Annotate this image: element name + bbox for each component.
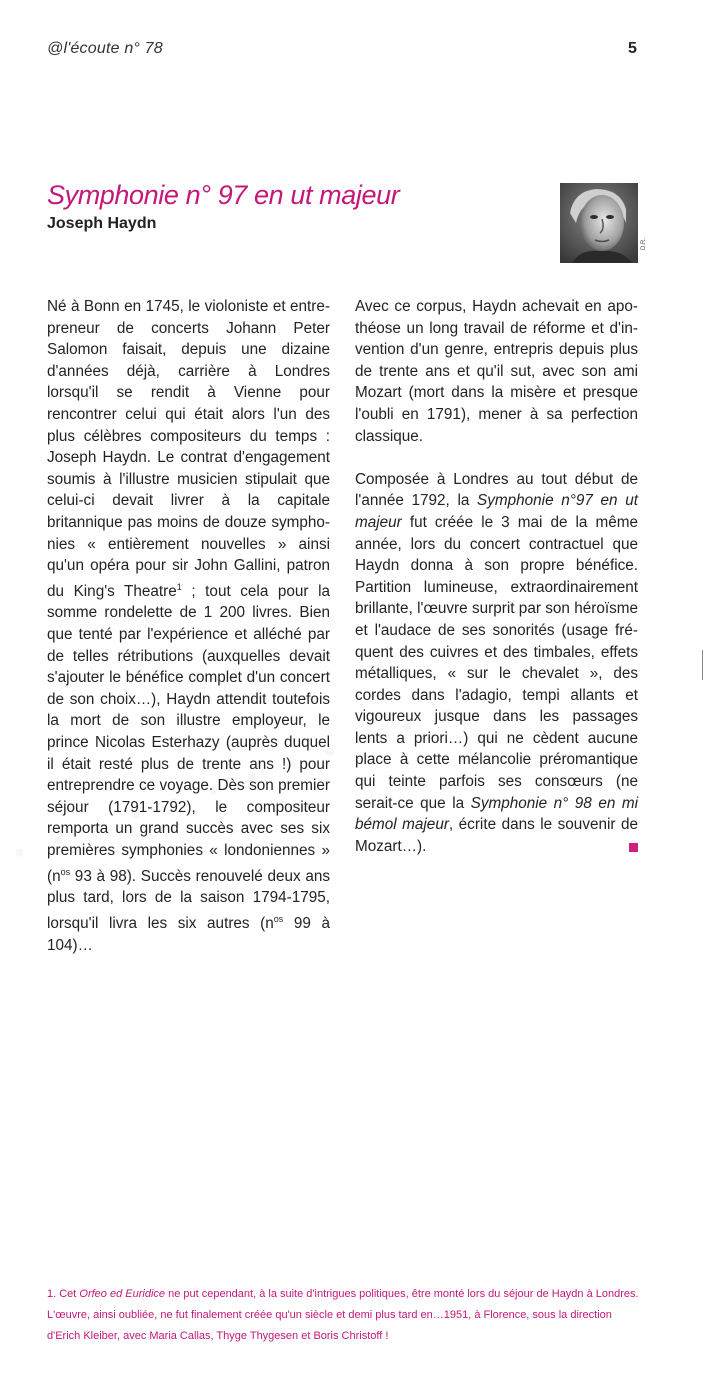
scan-mark bbox=[702, 650, 703, 680]
article-author: Joseph Haydn bbox=[47, 215, 157, 232]
running-title: @l'écoute n° 78 bbox=[47, 40, 163, 57]
text-run: 99 à 104)… bbox=[47, 914, 330, 954]
work-title: Symphonie n° 98 en mi bémol majeur bbox=[355, 794, 638, 834]
left-paragraph bbox=[47, 296, 330, 956]
right-column bbox=[355, 296, 638, 857]
footnote bbox=[47, 1284, 642, 1347]
text-run: , écrite dans le souvenir de Mozart…). bbox=[355, 816, 638, 855]
superscript: os bbox=[60, 866, 71, 877]
text-run: ; tout cela pour la somme rondelette de 1 200 livres. Bien que tenté par l'expérience et alléché par de telles rétributions (auxquelles devait s'ajouter le bénéfice complet d'un concert de son choix…), Haydn attendit toutefois la mort de son illustre employeur, le prince Nicolas Esterhazy (auprès duquel il était resté plus de trente ans !) pour entreprendre ce voyage. Dès son premier séjour (1791-1792), le compositeur remporta un grand succès avec ses six premières symphonies « londoniennes » (n bbox=[47, 582, 330, 885]
text-run: ne put cependant, à la suite d'intrigues politiques, être monté lors du séjour de Haydn à Londres. L'œuvre, ainsi oubliée, ne fut finalement créée qu'un siècle et demi plus tard en…1951, à Florence, sous la direction d'Erich Kleiber, avec Maria Callas, Thyge Thygesen et Boris Christoff ! bbox=[47, 1288, 639, 1342]
text-run: 93 à 98). Succès renouvelé deux ans plus tard, lors de la saison 1794-1795, lorsqu'il livra les six autres (n bbox=[47, 867, 330, 932]
composer-portrait bbox=[560, 183, 638, 263]
left-column bbox=[47, 296, 330, 956]
text-run: fut créée le 3 mai de la même année, lors du concert contractuel que Haydn donna à son propre bénéfice. Partition lumineuse, extraordinairement brillante, l'œuvre surprit par son héroïsme et l'audace de ses sonorités (usage fréquent des cuivres et des timbales, effets métalliques, « sur le chevalet », des cordes dans l'adagio, tempi allants et vigoureux jusque dans les passages lents a priori…) qui ne cèdent aucune place à cette mélancolie préromantique qui teinte parfois ses consœurs (ne serait-ce que la bbox=[355, 513, 638, 812]
article-title: Symphonie n° 97 en ut majeur bbox=[47, 180, 400, 210]
work-title: Symphonie n°97 en ut majeur bbox=[355, 492, 638, 531]
superscript: os bbox=[273, 913, 284, 924]
end-of-article-mark bbox=[629, 843, 638, 852]
work-title: Orfeo ed Euridice bbox=[79, 1288, 166, 1300]
right-paragraph-1: Avec ce corpus, Haydn achevait en apothéose un long travail de réforme et d'invention d'un genre, entrepris depuis plus de trente ans et qu'il sut, avec son ami Mozart (mort dans la misère et presque l'oubli en 1791), mener à sa perfection classique. bbox=[355, 298, 638, 445]
text-run: Né à Bonn en 1745, le violoniste et entrepreneur de concerts Johann Peter Salomon faisait, depuis une dizaine d'années déjà, carrière à Londres lorsqu'il se rendit à Vienne pour rencontrer celui qui était alors l'un des plus célèbres compositeurs du temps : Joseph Haydn. Le contrat d'engagement soumis à l'illustre musicien stipulait que celui-ci devait livrer à la capitale britannique pas moins de douze symphonies « entièrement nouvelles » ainsi qu'un opéra pour sir John Gallini, patron du King's Theatre bbox=[47, 298, 330, 600]
page-number: 5 bbox=[628, 40, 637, 57]
footnote-text bbox=[47, 1284, 642, 1347]
text-run: Composée à Londres au tout début de l'année 1792, la bbox=[355, 470, 638, 510]
portrait-image bbox=[560, 183, 638, 263]
footnote-ref: 1 bbox=[176, 581, 182, 592]
portrait-credit: D.R. bbox=[641, 238, 647, 250]
right-paragraph-2 bbox=[355, 469, 638, 858]
text-run: 1. Cet bbox=[47, 1288, 80, 1300]
